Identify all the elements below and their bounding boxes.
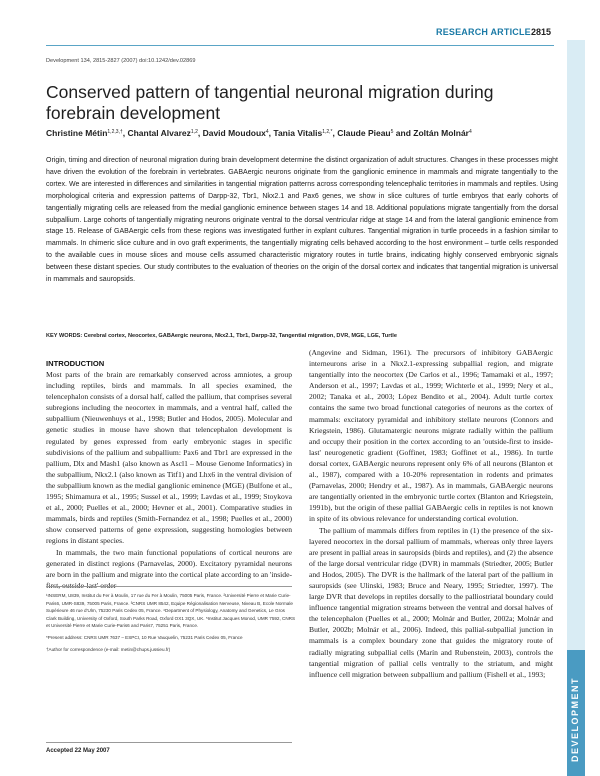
page-number: 2815 [531, 27, 552, 37]
author-name: Zoltán Molnár [413, 128, 469, 138]
author-affiliation: 1,2,* [322, 129, 333, 135]
section-label: RESEARCH ARTICLE [436, 27, 531, 37]
footnotes [46, 592, 296, 657]
citation-line: Development 134, 2815-2827 (2007) doi:10.1242/dev.02869 [46, 58, 196, 64]
author-separator: and [393, 128, 414, 138]
footnote-rule [46, 586, 292, 587]
author-name: Chantal Alvarez [127, 128, 191, 138]
accepted-rule [46, 742, 292, 743]
right-column [309, 347, 553, 680]
right-paragraph-2: The pallium of mammals differs from reptiles in (1) the presence of the six-layered neocortex in the dorsal pallium of mammals, whereas only three layers are present in pallial areas in sauropsids (birds and reptiles), and (2) the absence of the large dorsal ventricular ridge (DVR) in mammals (Striedter, 2005; Butler and Hodos, 2005). The DVR is the hallmark of the lateral part of the pallium in sauropsids (see Ulinski, 1983; Bruce and Neary, 1995; Striedter, 1997). The large DVR that develops in reptiles dorsally to the palliostriatal boundary could influence tangential migration streams between the ventral and dorsal halves of the telencephalon (Puelles et al., 2000; Molnár and Butler, 2002a; Molnár and Butler, 2002b; Molnár et al., 2006). Indeed, this pallial-subpallial junction in mammals is a complex boundary zone that guides the migratory route of radially migrating subpallial cells (Marín and Rubenstein, 2003), controls the tangential migration of pallial cells ventrally to the striatum, and might influence cell migration between subpallium and pallium (Fishell et al., 1993; [309, 525, 553, 679]
present-address-footnote: *Present address: CNRS UMR 7637 – ESPCI, 10 Rue Vauquelin, 75231 Paris Cedex 05, France [46, 634, 243, 640]
author-affiliation: 4 [265, 129, 269, 135]
accepted-date: Accepted 22 May 2007 [46, 748, 110, 754]
author-separator: , [332, 128, 338, 138]
introduction-heading: INTRODUCTION [46, 359, 105, 368]
author-list [46, 128, 556, 138]
author-name: Christine Métin [46, 128, 108, 138]
keywords: KEY WORDS: Cerebral cortex, Neocortex, GABAergic neurons, Nkx2.1, Tbr1, Darpp-32, Tangential migration, DVR, MGE, LGE, Turtle [46, 333, 397, 339]
abstract: Origin, timing and direction of neuronal migration during brain development determine the distinct organization of adult structures. Changes in these processes might have driven the evolution of the forebrain in vertebrates. GABAergic neurons originate from the ganglionic eminence in mammals and migrate tangentially to the cortex. We are interested in differences and similarities in tangential migration patterns across corresponding telencephalic territories in mammals and reptiles. Using morphological criteria and expression patterns of Darpp-32, Tbr1, Nkx2.1 and Pax6 genes, we show in slice cultures of turtle embryos that early cohorts of tangentially migrating cells are released from the medial ganglionic eminence between stages 14 and 18. Additional populations migrate tangentially from the dorsal subpallium. Large cohorts of tangentially migrating neurons originate ventral to the dorsal ventricular ridge at stage 14 and from the lateral ganglionic eminence from stage 15. Release of GABAergic cells from these regions was investigated further in explant cultures. Tangential migration in turtle proceeds in a fashion similar to mammals. In chimeric slice culture and in ovo graft experiments, the tangentially migrating cells behaved according to the host environment – turtle cells responded to the available cues in mouse slices and mouse cells assumed characteristic migratory routes in turtle brains, indicating highly conserved embryonic signals between these distant species. Our study contributes to the evaluation of theories on the origin of the dorsal cortex and indicates that tangential migration is universal in mammals and sauropsids. [46, 157, 558, 284]
article-title: Conserved pattern of tangential neuronal migration during forebrain development [46, 82, 494, 123]
author-separator: , [197, 128, 203, 138]
author-name: David Moudoux [202, 128, 266, 138]
author-affiliation: 5 [390, 129, 394, 135]
right-paragraph-1: (Angevine and Sidman, 1961). The precursors of inhibitory GABAergic interneurons arise in a Nkx2.1-expressing subpallial region, and migrate tangentially into the neocortex (De Carlos et al., 1996; Tamamaki et al., 1997; Anderson et al., 1997; Lavdas et al., 1999; Wichterle et al., 1999; Nery et al., 2002; Tanaka et al., 2003; López Bendito et al., 2004). Adult turtle cortex contains the same two broad functional categories of neurons as the cortex of mammals: excitatory pyramidal and inhibitory stellate neurons (Connors and Kriegstein, 1986). Glutamatergic neurons migrate radially within the pallium and occupy their position in the cortex according to an 'outside-first to inside-last' neurogenetic gradient (Goffinet, 1983; Goffinet et al., 1986). In turtle dorsal cortex, GABAergic neurons represent only 6% of all neurons (Blanton et al., 1987), compared with a 10-20% representation in rodents and primates (Parnavelas, 2000; Hendry et al., 1987). As in mammals, GABAergic neurons are tangentially oriented in the embryonic turtle cortex (Blanton and Kriegstein, 1991b), but the origin of these pallial GABAergic cells in reptiles is not known in spite of its obvious relevance for understanding cortical evolution. [309, 348, 553, 524]
author-affiliation: 1,2,3,† [107, 129, 123, 135]
author-name: Tania Vitalis [273, 128, 323, 138]
author-separator: , [268, 128, 274, 138]
journal-side-label: DEVELOPMENT [570, 676, 580, 762]
affiliations-footnote: ¹INSERM, U839, Institut du Fer à Moulin, 17 rue du Fer à Moulin, 75005 Paris, France. ²Université Pierre et Marie Curie-Paris6, UMR-S839, 75005 Paris, France. ³CNRS UMR 8542, Equipe Régionalisation Nerveuse, Niveau B, Ecole Normale Supérieure 46 rue d'Ulm, 75230 Paris Cedex 05, France. ⁴Department of Physiology, Anatomy and Genetics, Le Gros Clark Building, University of Oxford, South Parks Road, Oxford OX1 3QX, UK. ⁵Institut Jacques Monod, UMR 7592, CNRS et Université Pierre et Marie Curie-Paris6 and Paris7, 75251 Paris, France. [46, 593, 296, 629]
author-affiliation: 4 [469, 129, 472, 135]
intro-paragraph-1: Most parts of the brain are remarkably conserved across amniotes, a group including reptiles, birds and mammals. In all species examined, the telencephalon consists of a dorsal half, called the pallium, that comprises several subregions including the neocortex in mammals, and a ventral half, called the subpallium (Nieuwenhuys et al., 1998; Butler and Hodos, 2005). Molecular and genetic studies in mouse have shown that telencephalon development is regulated by genes expressed from early embryonic stages in specific subdivisions of the pallium and subpallium: Pax6 and Tbr1 are expressed in the pallium, Dlx and Mash1 (also known as Ascl1 – Mouse Genome Informatics) in the subpallium, Nkx2.1 (also known as Titf1) and Lhx6 in the ventral division of the subpallium known as the medial ganglionic eminence (MGE) (Bulfone et al., 1995; Shimamura et al., 1995; Sussel et al., 1999; Lavdas et al., 1999; Stoykova et al., 2000; Puelles et al., 2000; Hevner et al., 2001). Comparative studies in mammals, birds and reptiles (Smith-Fernandez et al., 1998; Puelles et al., 2000) show conserved patterns of gene expression, suggesting homologies between regions in distant species. [46, 370, 292, 546]
author-name: Claude Pieau [337, 128, 391, 138]
author-separator: , [122, 128, 128, 138]
intro-paragraph-2: In mammals, the two main functional populations of cortical neurons are generated in distinct regions (Parnavelas, 2000). Excitatory pyramidal neurons are born in the pallium and migrate into the cortical plate according to an 'inside- [46, 547, 292, 579]
author-affiliation: 1,2 [190, 129, 198, 135]
header-rule [46, 45, 554, 46]
left-column [46, 347, 292, 591]
correspondence-footnote: †Author for correspondence (e-mail: metin@chups.jussieu.fr) [46, 646, 171, 652]
